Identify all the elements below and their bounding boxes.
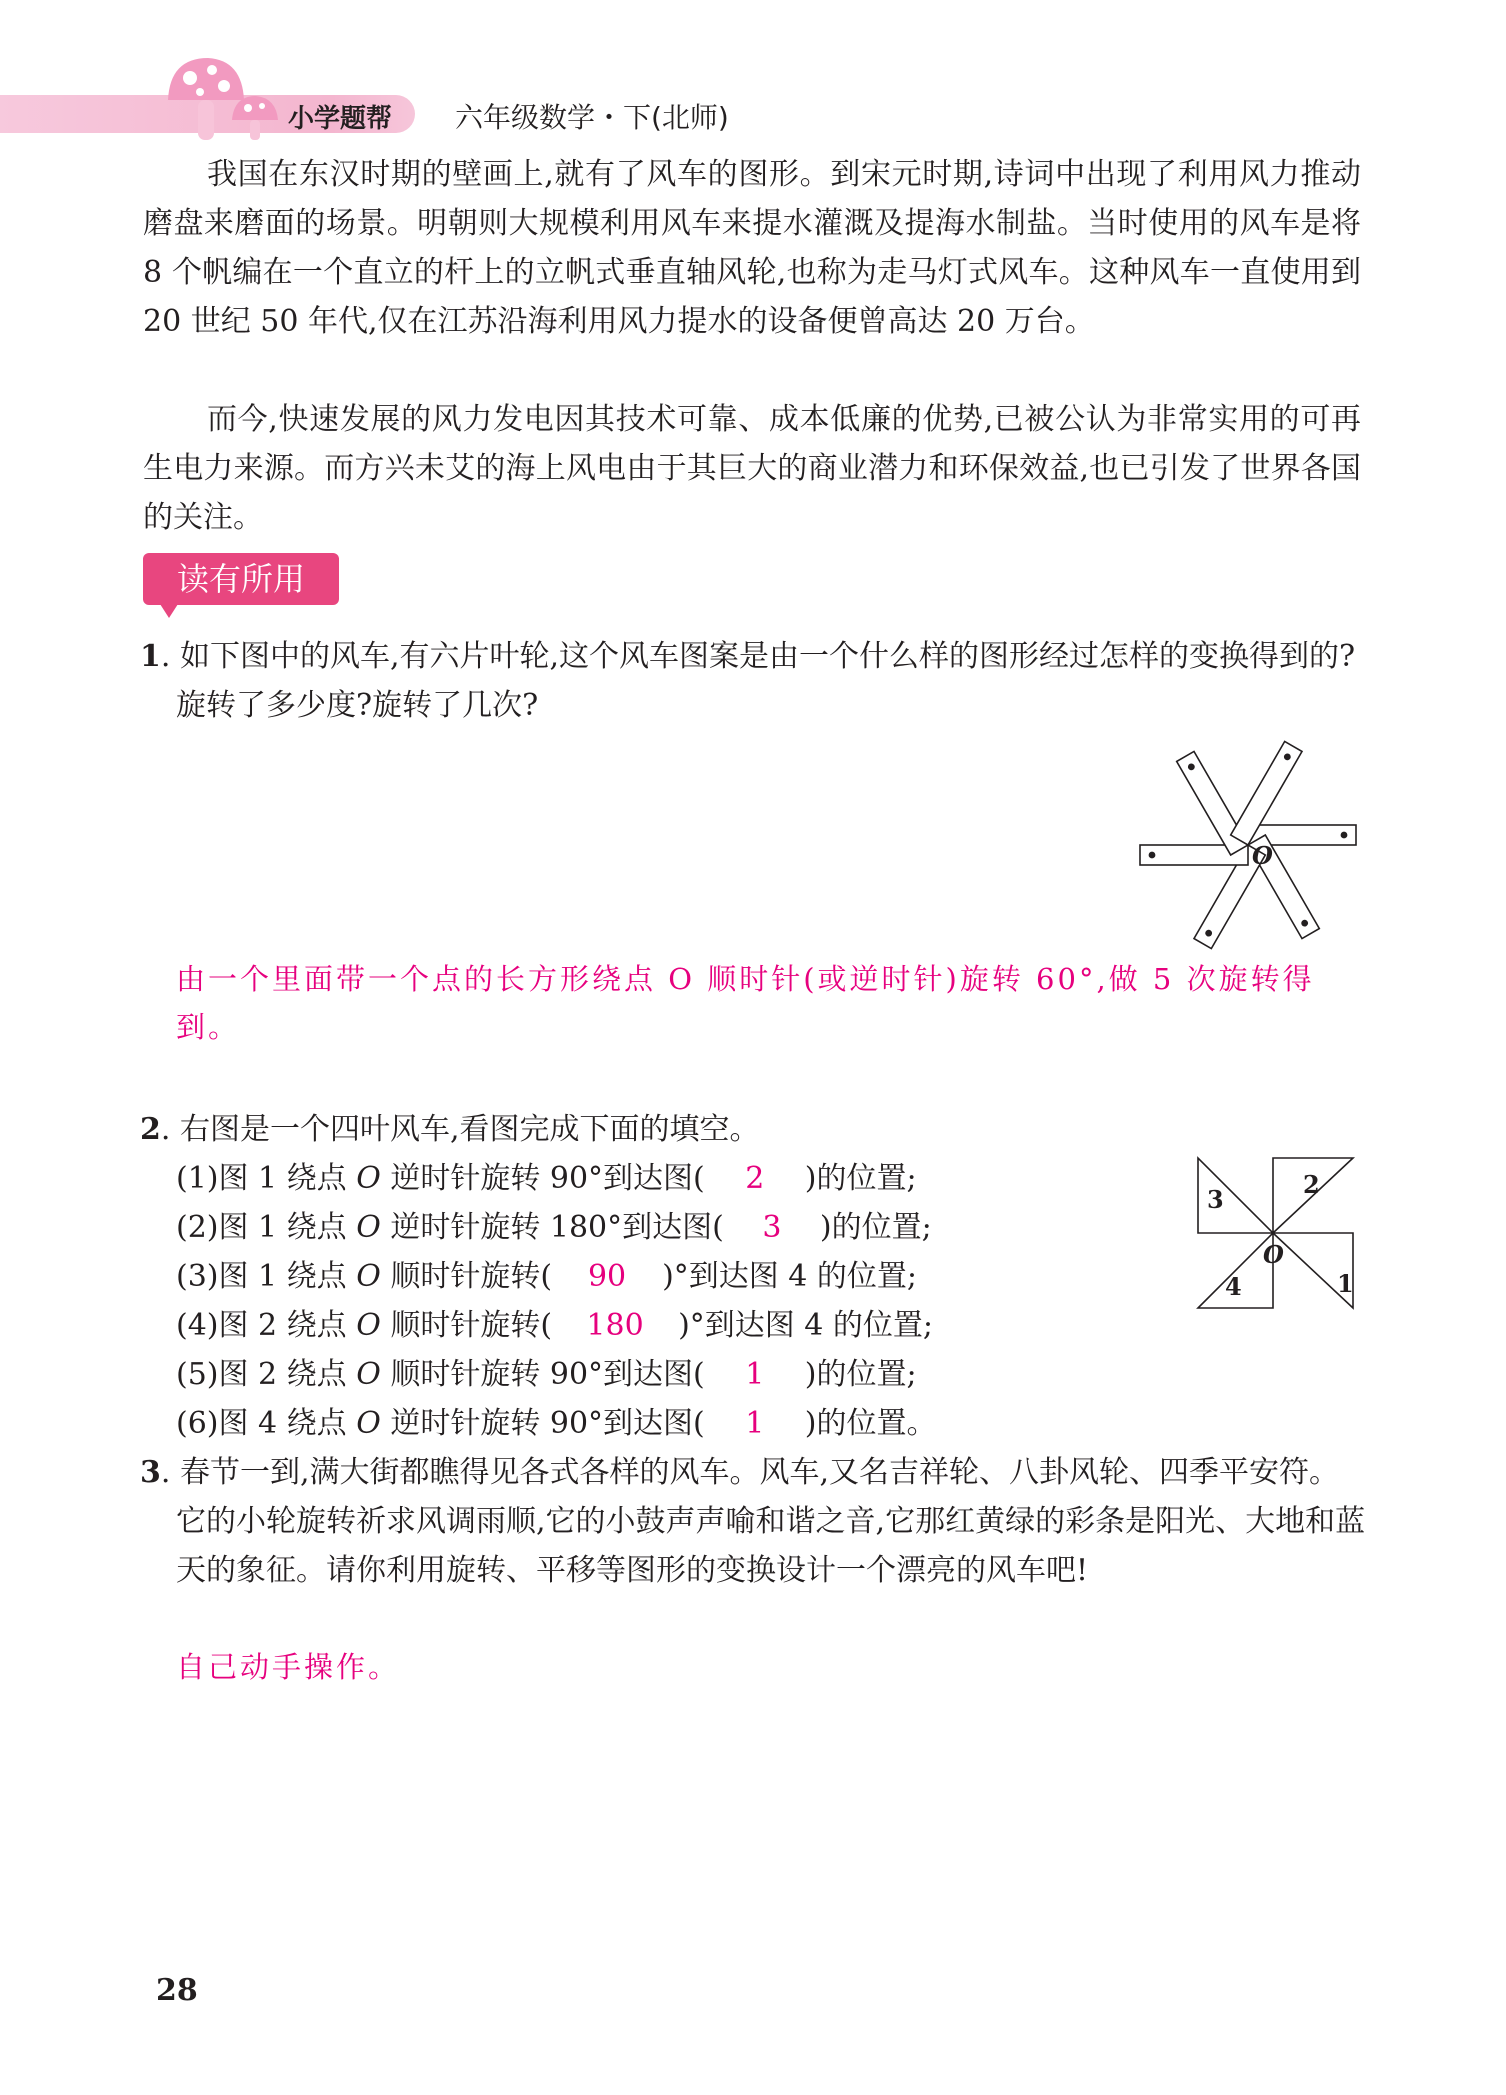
q2-item-4-answer: 180 <box>586 1308 644 1343</box>
question-1-text: . 如下图中的风车,有六片叶轮,这个风车图案是由一个什么样的图形经过怎样的变换得到的?旋转了多少度?旋转了几次? <box>160 639 1356 723</box>
six-blade-windmill-figure <box>1130 730 1380 950</box>
q2-item-1-answer: 2 <box>745 1161 765 1196</box>
question-1-number: 1 <box>140 639 161 674</box>
section-tag: 读有所用 <box>143 553 339 605</box>
intro-paragraph-1: 我国在东汉时期的壁画上,就有了风车的图形。到宋元时期,诗词中出现了利用风力推动磨盘来磨面的场景。明朝则大规模利用风车来提水灌溉及提海水制盐。当时使用的风车是将 8 个帆编在一个直立的杆上的立帆式垂直轴风轮,也称为走马灯式风车。这种风车一直使用到 20 世纪 50 年代,仅在江苏沿海利用风力提水的设备便曾高达 20 万台。 <box>143 157 1361 339</box>
q2-item-1: (1)图 1 绕点 O 逆时针旋转 90°到达图( 2 )的位置; <box>176 1154 917 1203</box>
windmill-label-2: 2 <box>1303 1170 1320 1199</box>
question-3 <box>140 1448 1366 1595</box>
q2-item-6: (6)图 4 绕点 O 逆时针旋转 90°到达图( 1 )的位置。 <box>176 1399 936 1448</box>
question-1-answer: 由一个里面带一个点的长方形绕点 O 顺时针(或逆时针)旋转 60°,做 5 次旋转得到。 <box>176 962 1315 1044</box>
brand-label: 小学题帮 <box>288 104 393 134</box>
windmill-center-o: O <box>1263 1240 1284 1269</box>
windmill-center-label: O <box>1252 841 1273 870</box>
q2-item-6-answer: 1 <box>745 1406 765 1441</box>
windmill-label-4: 4 <box>1225 1272 1242 1301</box>
question-3-answer: 自己动手操作。 <box>176 1650 401 1684</box>
page-number: 28 <box>156 1973 198 2008</box>
question-2-text: . 右图是一个四叶风车,看图完成下面的填空。 <box>160 1112 760 1147</box>
intro-paragraph-2: 而今,快速发展的风力发电因其技术可靠、成本低廉的优势,已被公认为非常实用的可再生电力来源。而方兴未艾的海上风电由于其巨大的商业潜力和环保效益,也已引发了世界各国的关注。 <box>143 402 1361 535</box>
q2-item-3: (3)图 1 绕点 O 顺时针旋转( 90 )°到达图 4 的位置; <box>176 1252 917 1301</box>
question-3-text: . 春节一到,满大街都瞧得见各式各样的风车。风车,又名吉祥轮、八卦风轮、四季平安符。它的小轮旋转祈求风调雨顺,它的小鼓声声喻和谐之音,它那红黄绿的彩条是阳光、大地和蓝天的象征。请你利用旋转、平移等图形的变换设计一个漂亮的风车吧! <box>160 1455 1366 1588</box>
question-1 <box>140 632 1366 730</box>
mushroom-logo-icon <box>160 52 290 152</box>
q2-item-2-answer: 3 <box>762 1210 782 1245</box>
four-blade-windmill-figure <box>1195 1155 1360 1320</box>
q2-item-3-answer: 90 <box>587 1259 627 1294</box>
q2-item-4: (4)图 2 绕点 O 顺时针旋转( 180 )°到达图 4 的位置; <box>176 1301 933 1350</box>
q2-item-5: (5)图 2 绕点 O 顺时针旋转 90°到达图( 1 )的位置; <box>176 1350 917 1399</box>
question-2 <box>140 1105 1366 1154</box>
question-2-number: 2 <box>140 1112 161 1147</box>
question-3-number: 3 <box>140 1455 161 1490</box>
q2-item-5-answer: 1 <box>745 1357 765 1392</box>
q2-item-2: (2)图 1 绕点 O 逆时针旋转 180°到达图( 3 )的位置; <box>176 1203 932 1252</box>
book-title: 六年级数学・下(北师) <box>455 101 729 134</box>
windmill-label-3: 3 <box>1207 1185 1224 1214</box>
section-tag-tail <box>160 604 178 618</box>
windmill-label-1: 1 <box>1337 1269 1354 1298</box>
